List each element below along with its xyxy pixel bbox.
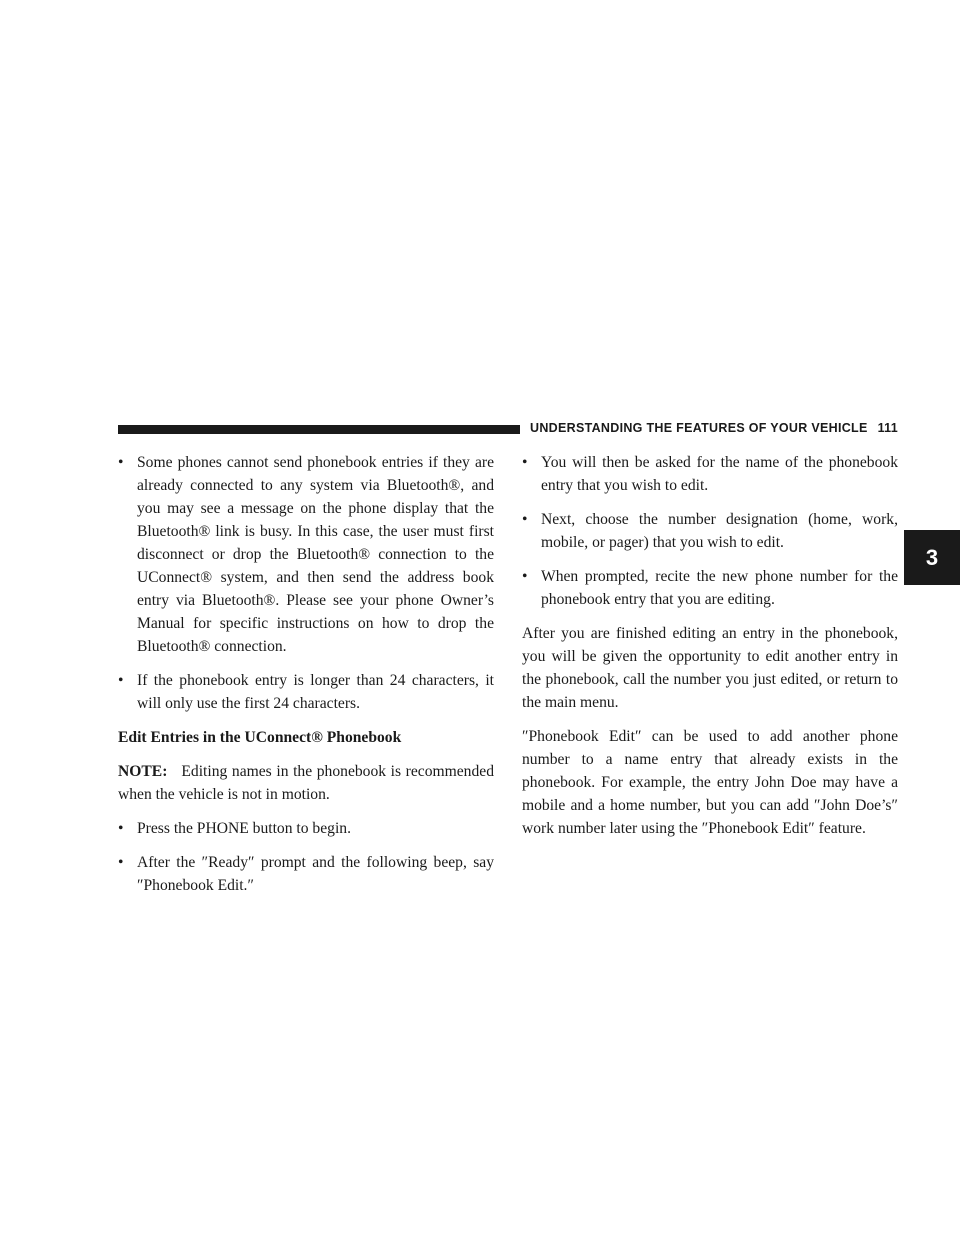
header-title: UNDERSTANDING THE FEATURES OF YOUR VEHICLE — [530, 421, 868, 435]
list-item-text: After the ″Ready″ prompt and the following beep, say ″Phonebook Edit.″ — [137, 854, 494, 894]
body-paragraph: ″Phonebook Edit″ can be used to add another phone number to a name entry that already exists in the phonebook. For example, the entry John Doe may have a mobile and a home number, but you can add ″John Doe’s″ work number later using the ″Phonebook Edit″ feature. — [522, 728, 898, 837]
left-column — [118, 451, 494, 908]
note-paragraph — [118, 760, 494, 806]
note-text: Editing names in the phonebook is recommended when the vehicle is not in motion. — [118, 763, 494, 803]
bullet-icon: • — [522, 454, 528, 471]
list-item-text: Press the PHONE button to begin. — [137, 820, 351, 837]
page-number: 111 — [877, 421, 899, 435]
body-paragraph: After you are finished editing an entry in the phonebook, you will be given the opportunity to edit another entry in the phonebook, call the number you just edited, or return to the main menu. — [522, 625, 898, 711]
list-item — [118, 851, 494, 897]
bullet-icon: • — [522, 568, 528, 585]
note-label: NOTE: — [118, 763, 168, 780]
list-item — [522, 451, 898, 497]
list-item — [118, 451, 494, 658]
running-header — [530, 421, 898, 435]
list-item — [118, 669, 494, 715]
list-item-text: Next, choose the number designation (home, work, mobile, or pager) that you wish to edit. — [541, 511, 898, 551]
header-rule — [118, 425, 520, 434]
list-item — [522, 508, 898, 554]
bullet-icon: • — [118, 854, 124, 871]
section-heading: Edit Entries in the UConnect® Phonebook — [118, 729, 402, 746]
list-item — [522, 565, 898, 611]
chapter-tab: 3 — [904, 530, 960, 585]
bullet-icon: • — [522, 511, 528, 528]
right-column — [522, 451, 898, 851]
list-item-text: Some phones cannot send phonebook entries if they are already connected to any system via Bluetooth®, and you may see a message on the phone display that the Bluetooth® link is busy. In this case, the user must first disconnect or drop the Bluetooth® connection to the UConnect® system, and then send the address book entry via Bluetooth®. Please see your phone Owner’s Manual for specific instructions on how to drop the Bluetooth® connection. — [137, 454, 494, 655]
list-item-text: If the phonebook entry is longer than 24 characters, it will only use the first 24 characters. — [137, 672, 494, 712]
bullet-icon: • — [118, 454, 124, 471]
bullet-icon: • — [118, 820, 124, 837]
list-item-text: When prompted, recite the new phone number for the phonebook entry that you are editing. — [541, 568, 898, 608]
list-item — [118, 817, 494, 840]
bullet-icon: • — [118, 672, 124, 689]
list-item-text: You will then be asked for the name of the phonebook entry that you wish to edit. — [541, 454, 898, 494]
